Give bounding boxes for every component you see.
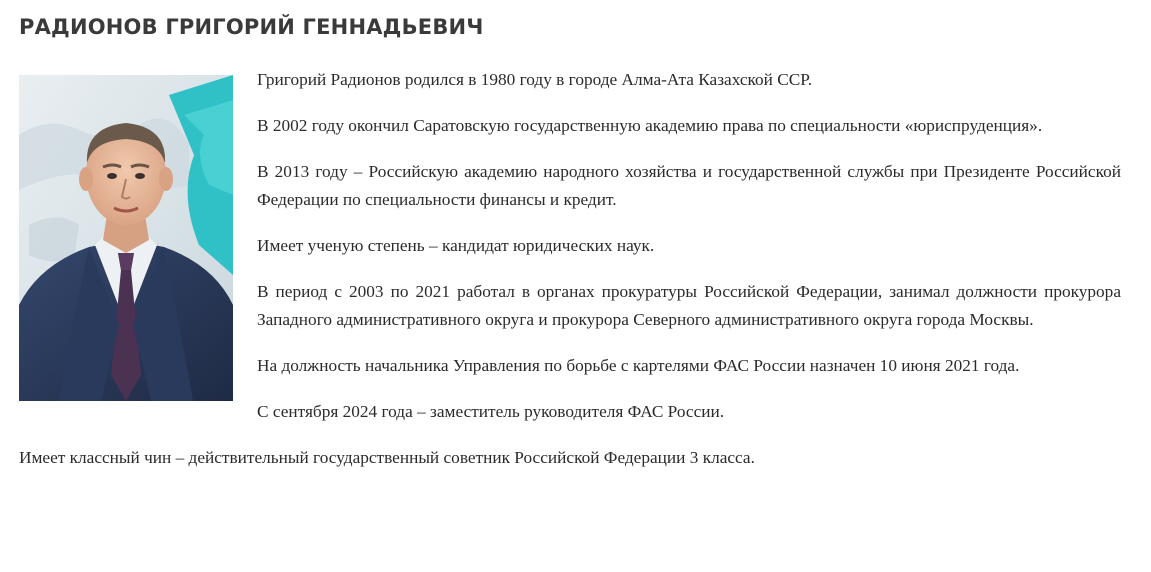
bio-paragraph-education-2002: В 2002 году окончил Саратовскую государственную академию права по специальности «юриспруденция».: [257, 116, 1043, 135]
bio-paragraph-education-2013: В 2013 году – Российскую академию народного хозяйства и государственной службы при Президенте Российской Федерации по специальности финансы и кредит.: [257, 162, 1121, 209]
person-portrait-icon: [19, 75, 233, 401]
bio-page: [19, 0, 1121, 490]
bio-paragraph-appointment-2021: На должность начальника Управления по борьбе с картелями ФАС России назначен 10 июня 2021 года.: [257, 356, 1020, 375]
page-title: РАДИОНОВ ГРИГОРИЙ ГЕННАДЬЕВИЧ: [19, 15, 484, 39]
bio-content: [19, 66, 1121, 472]
bio-paragraph-deputy-2024: С сентября 2024 года – заместитель руководителя ФАС России.: [257, 402, 725, 421]
bio-paragraph-birth: Григорий Радионов родился в 1980 году в городе Алма-Ата Казахской ССР.: [257, 70, 813, 89]
bio-paragraph-rank: Имеет классный чин – действительный государственный советник Российской Федерации 3 класса.: [19, 448, 755, 467]
portrait-photo: [19, 75, 233, 401]
bio-paragraph-prosecution: В период с 2003 по 2021 работал в органах прокуратуры Российской Федерации, занимал должности прокурора Западного административного округа и прокурора Северного административного округа города Москвы.: [257, 282, 1121, 329]
bio-paragraph-degree: Имеет ученую степень – кандидат юридических наук.: [257, 236, 655, 255]
